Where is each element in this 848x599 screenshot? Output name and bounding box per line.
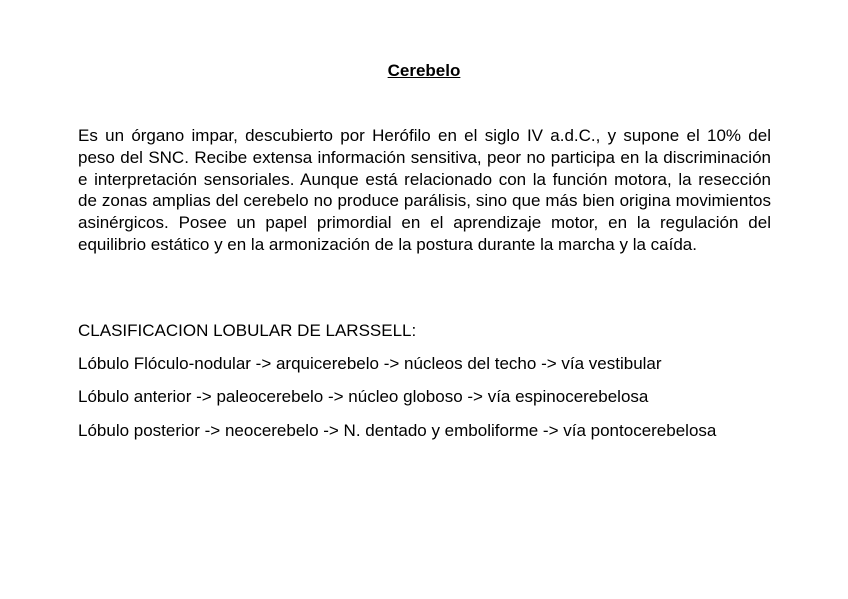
lobe-line-flocculonodular: Lóbulo Flóculo-nodular -> arquicerebelo -> núcleos del techo -> vía vestibular: [78, 354, 662, 373]
classification-heading: CLASIFICACION LOBULAR DE LARSSELL:: [78, 321, 417, 340]
lobe-line-anterior: Lóbulo anterior -> paleocerebelo -> núcleo globoso -> vía espinocerebelosa: [78, 387, 649, 406]
page-title-text: Cerebelo: [387, 61, 461, 80]
lobe-line-posterior: Lóbulo posterior -> neocerebelo -> N. dentado y emboliforme -> vía pontocerebelosa: [78, 421, 717, 440]
intro-paragraph: Es un órgano impar, descubierto por Herófilo en el siglo IV a.d.C., y supone el 10% del peso del SNC. Recibe extensa información sensitiva, peor no participa en la discriminación e interpretación sensoriales. Aunque está relacionado con la función motora, la resección de zonas amplias del cerebelo no produce parálisis, sino que más bien origina movimientos asinérgicos. Posee un papel primordial en el aprendizaje motor, en la regulación del equilibrio estático y en la armonización de la postura durante la marcha y la caída.: [78, 126, 771, 254]
page-title: [0, 60, 848, 81]
